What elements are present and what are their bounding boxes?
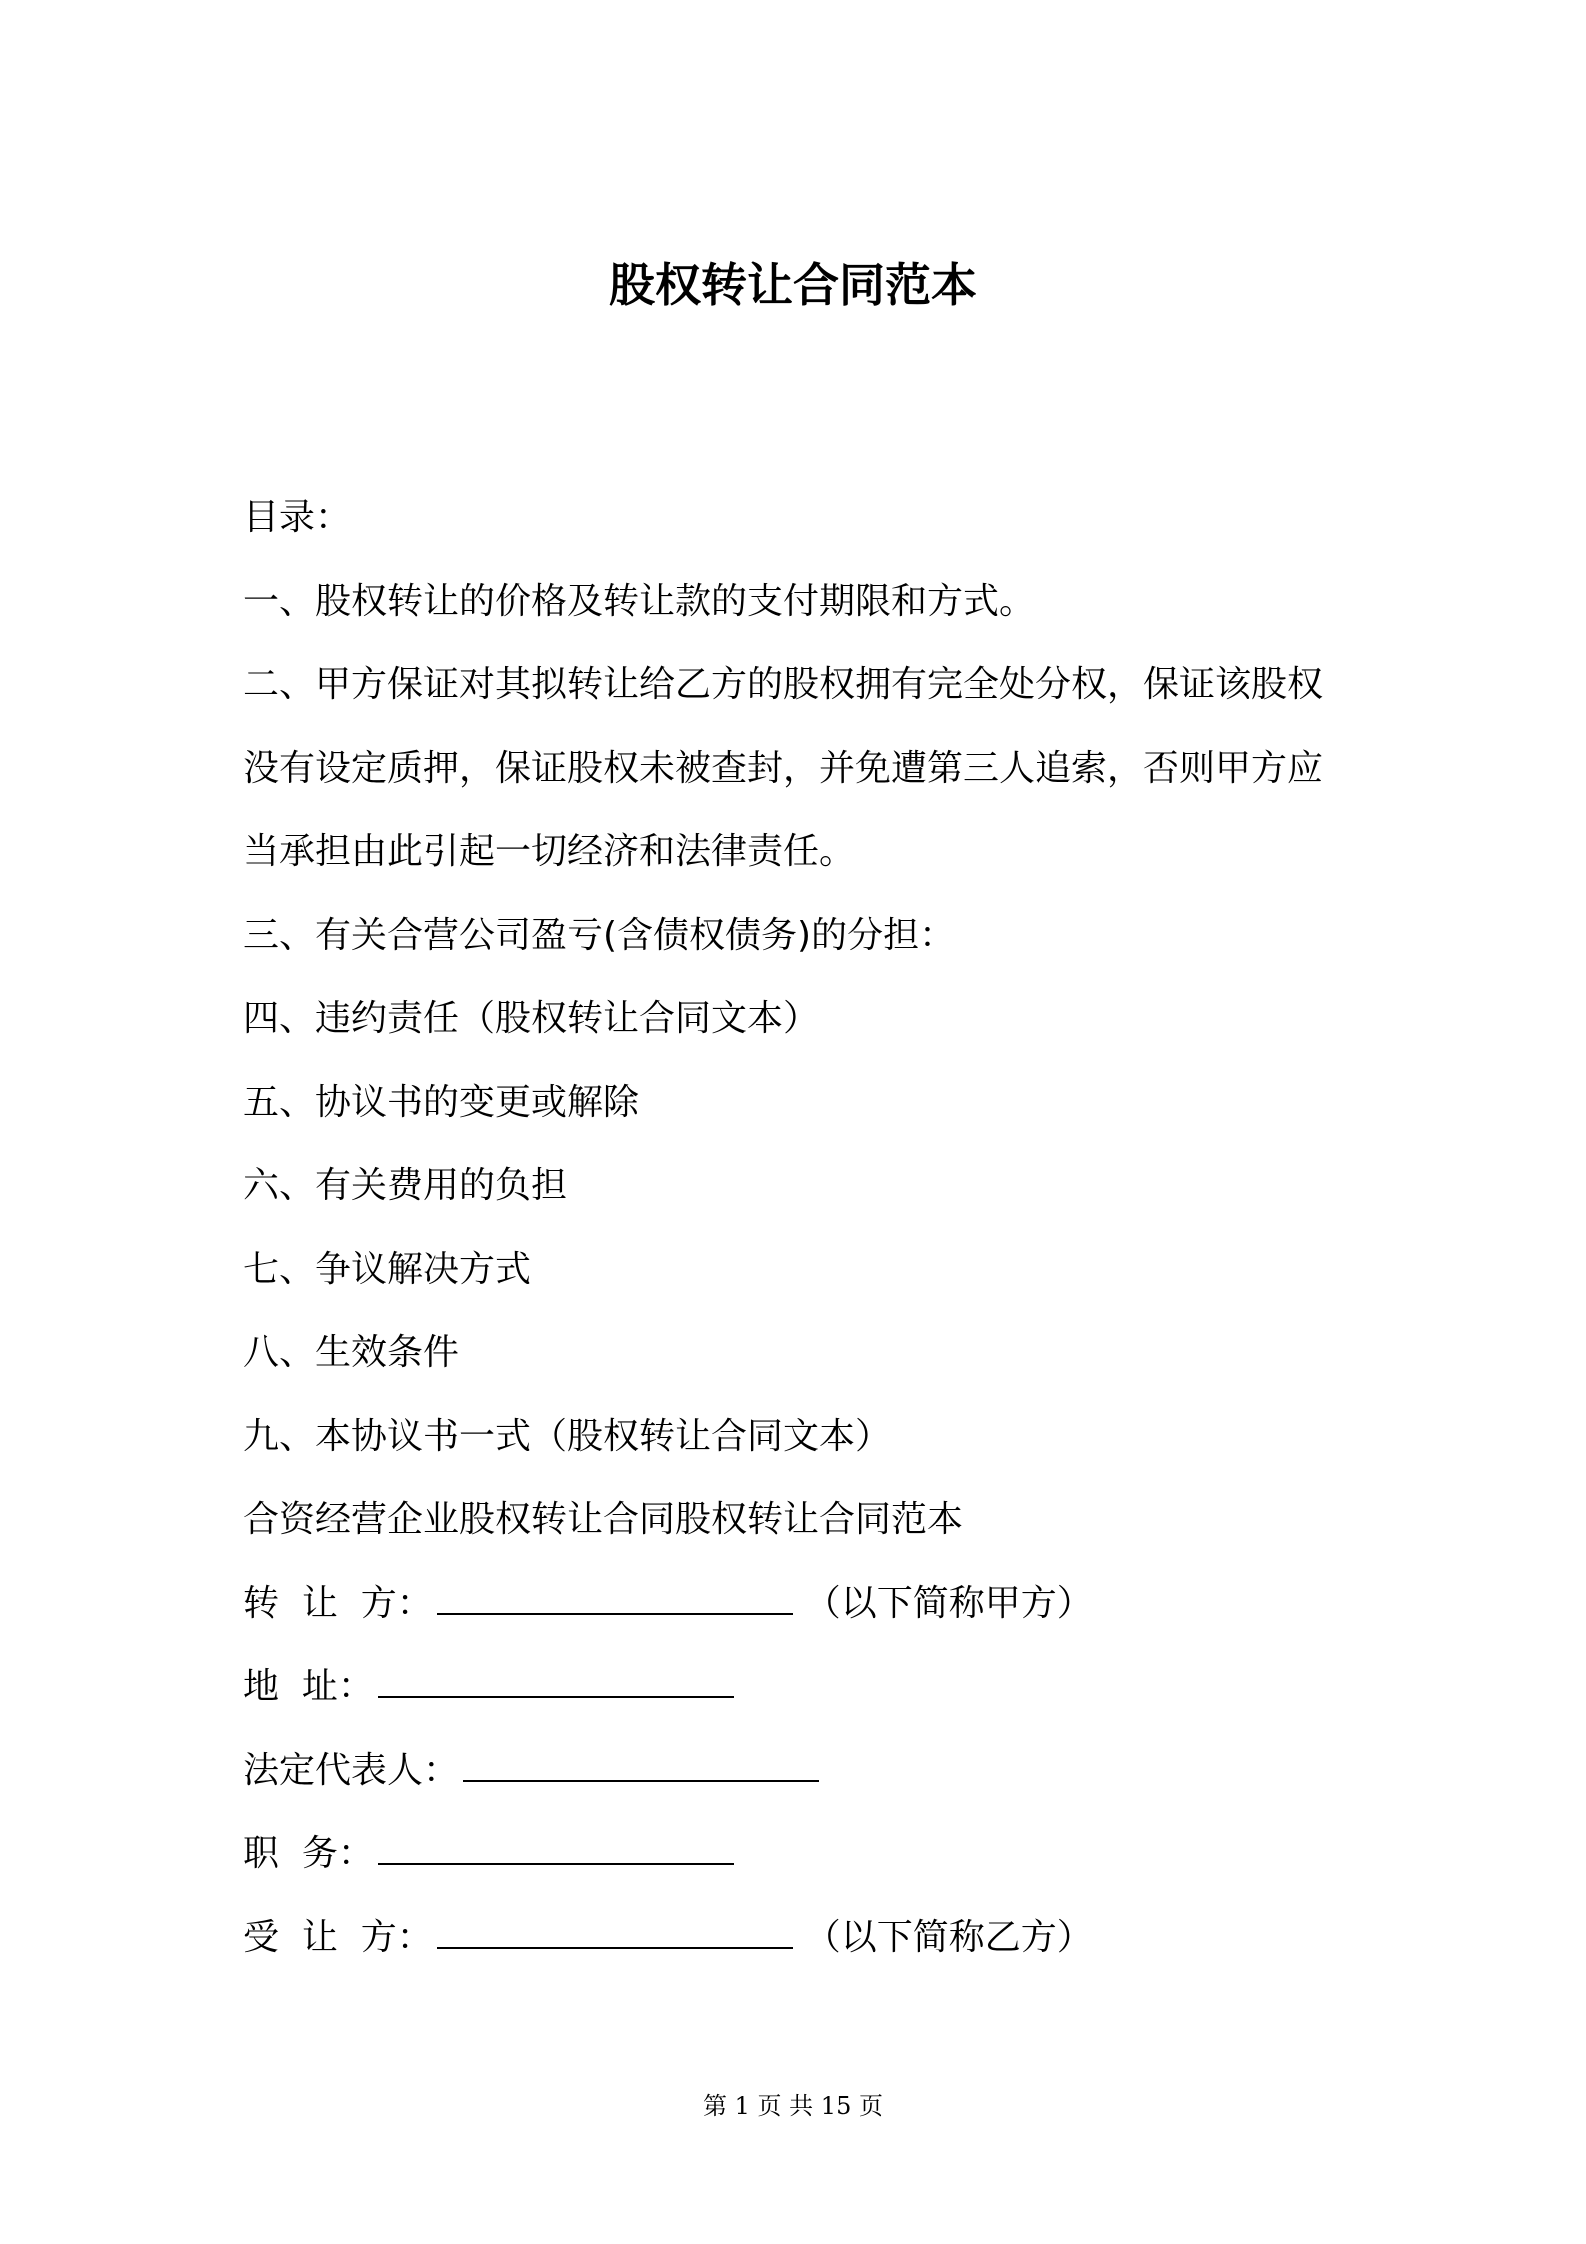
- address-label: 地 址：: [243, 1666, 374, 1707]
- address-blank[interactable]: [378, 1660, 734, 1698]
- toc-item: 七、争议解决方式: [243, 1248, 532, 1290]
- toc-item: 八、生效条件: [243, 1332, 460, 1373]
- transferor-blank[interactable]: [437, 1577, 793, 1615]
- position-label: 职 务：: [243, 1833, 374, 1874]
- toc-item: 没有设定质押，保证股权未被查封，并免遭第三人追索，否则甲方应: [243, 747, 1324, 789]
- toc-item: 三、有关合营公司盈亏(含债权债务)的分担：: [243, 914, 956, 956]
- document-title: 股权转让合同范本: [609, 258, 977, 312]
- toc-heading: 目录：: [243, 497, 352, 538]
- contract-subtitle: 合资经营企业股权转让合同股权转让合同范本: [243, 1499, 964, 1540]
- transferee-suffix: （以下简称乙方）: [804, 1916, 1093, 1958]
- toc-item: 六、有关费用的负担: [243, 1165, 568, 1206]
- transferor-label: 转 让 方：: [243, 1582, 433, 1624]
- toc-item: 五、协议书的变更或解除: [243, 1081, 640, 1123]
- toc-item: 四、违约责任（股权转让合同文本）: [243, 998, 820, 1039]
- toc-item: 二、甲方保证对其拟转让给乙方的股权拥有完全处分权，保证该股权: [243, 664, 1324, 705]
- transferee-blank[interactable]: [437, 1911, 793, 1949]
- transferee-row: [243, 1908, 1363, 1992]
- legal-rep-row: [243, 1741, 1363, 1825]
- legal-rep-blank[interactable]: [463, 1744, 819, 1782]
- position-blank[interactable]: [378, 1827, 734, 1865]
- toc-item: 当承担由此引起一切经济和法律责任。: [243, 831, 856, 872]
- toc-item: 一、股权转让的价格及转让款的支付期限和方式。: [243, 580, 1036, 622]
- legal-rep-label: 法定代表人：: [243, 1749, 460, 1791]
- document-body: [243, 488, 1363, 1991]
- position-row: [243, 1824, 1363, 1908]
- toc-item: 九、本协议书一式（股权转让合同文本）: [243, 1415, 892, 1457]
- address-row: [243, 1657, 1363, 1741]
- transferee-label: 受 让 方：: [243, 1916, 433, 1958]
- transferor-row: [243, 1574, 1363, 1658]
- page-number: 第 1 页 共 15 页: [703, 2092, 883, 2120]
- transferor-suffix: （以下简称甲方）: [804, 1582, 1093, 1624]
